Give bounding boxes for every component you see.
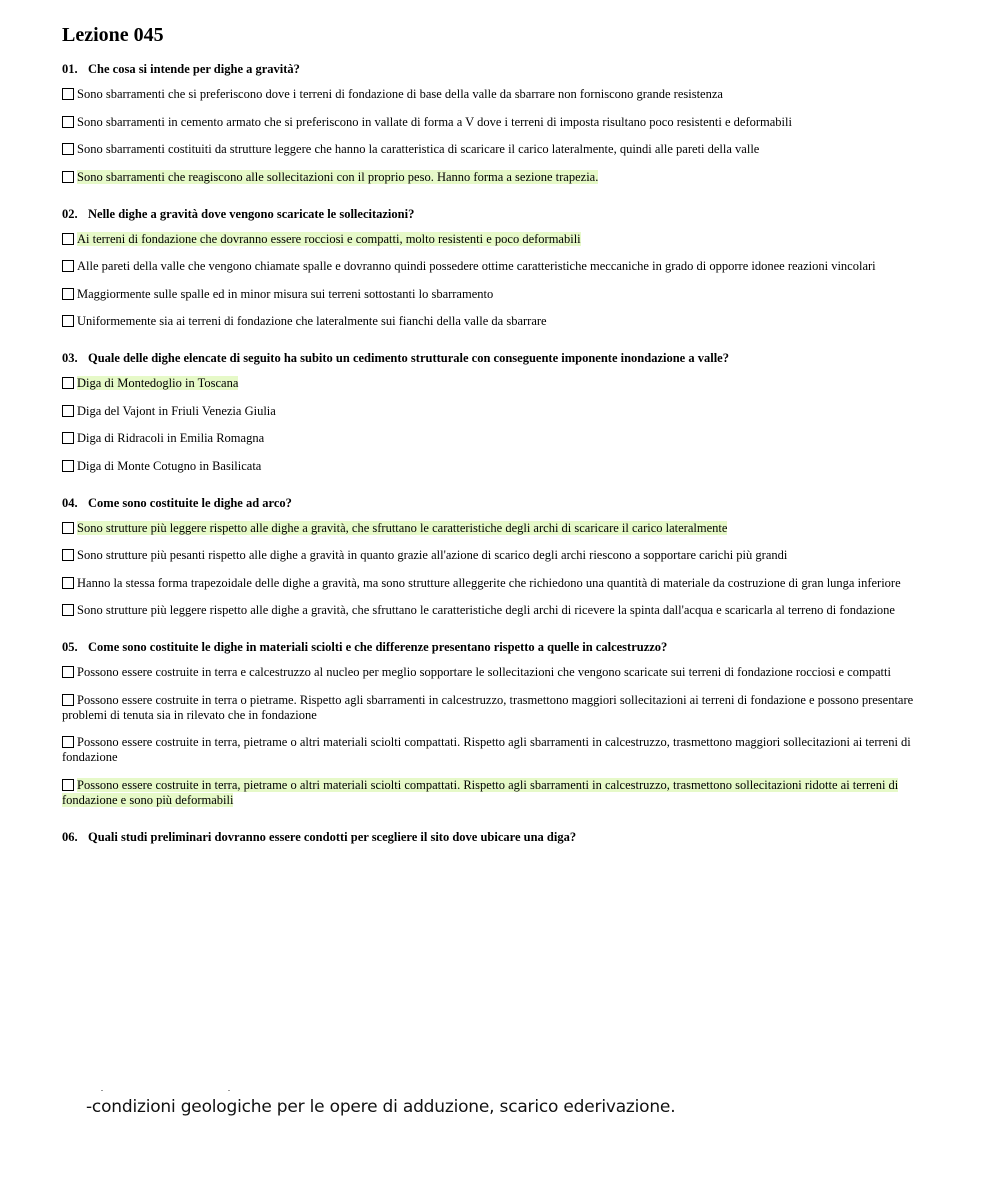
question-number: 01. <box>62 62 78 76</box>
handwritten-answer-note: -condizioni geologiche per le opere di adduzione, scarico ederivazione. <box>86 1097 676 1117</box>
question-number: 02. <box>62 206 78 221</box>
answer-option <box>62 376 940 391</box>
answer-checkbox[interactable] <box>62 432 74 444</box>
answer-checkbox[interactable] <box>62 288 74 300</box>
answer-option <box>62 431 940 446</box>
answer-checkbox[interactable] <box>62 143 74 155</box>
answer-option <box>62 778 940 808</box>
answer-checkbox[interactable] <box>62 116 74 128</box>
question-05 <box>62 640 940 808</box>
answer-checkbox[interactable] <box>62 522 74 534</box>
document-page <box>62 22 940 867</box>
answer-option <box>62 170 940 185</box>
question-text: Quali studi preliminari dovranno essere condotti per scegliere il sito dove ubicare una diga? <box>88 829 577 844</box>
answer-checkbox[interactable] <box>62 779 74 791</box>
question-04 <box>62 496 940 619</box>
question-text: Nelle dighe a gravità dove vengono scaricate le sollecitazioni? <box>88 206 415 221</box>
answer-checkbox[interactable] <box>62 405 74 417</box>
answer-option <box>62 459 940 474</box>
answer-option <box>62 314 940 329</box>
answer-text: Maggiormente sulle spalle ed in minor misura sui terreni sottostanti lo sbarramento <box>77 286 494 301</box>
answer-text-highlighted: Sono sbarramenti che reagiscono alle sollecitazioni con il proprio peso. Hanno forma a sezione trapezia. <box>77 169 599 184</box>
answer-text: Possono essere costruite in terra, pietrame o altri materiali sciolti compattati. Rispetto agli sbarramenti in calcestruzzo, trasmettono maggiori sollecitazioni ai terreni di fondazione <box>62 735 911 764</box>
answer-checkbox[interactable] <box>62 171 74 183</box>
question-title <box>62 351 940 366</box>
answer-option <box>62 576 940 591</box>
answer-text-highlighted: Possono essere costruite in terra, pietrame o altri materiali sciolti compattati. Rispetto agli sbarramenti in calcestruzzo, trasmettono sollecitazioni ridotte ai terreni di fondazione e sono più deformabili <box>62 777 899 807</box>
answer-option <box>62 259 940 274</box>
answer-text-highlighted: Ai terreni di fondazione che dovranno essere rocciosi e compatti, molto resistenti e poco deformabili <box>77 231 581 246</box>
answer-option <box>62 232 940 247</box>
question-text: Quale delle dighe elencate di seguito ha subito un cedimento strutturale con conseguente imponente inondazione a valle? <box>88 351 729 365</box>
answer-option <box>62 115 940 130</box>
answer-text-highlighted: Sono strutture più leggere rispetto alle dighe a gravità, che sfruttano le caratteristiche degli archi di scaricare il carico lateralmente <box>77 520 728 535</box>
question-title <box>62 496 940 511</box>
answer-option <box>62 603 940 618</box>
scan-speck <box>101 1090 103 1091</box>
question-02 <box>62 207 940 330</box>
question-text: Come sono costituite le dighe in materiali sciolti e che differenze presentano rispetto a quelle in calcestruzzo? <box>88 640 668 654</box>
scan-speck <box>228 1090 230 1091</box>
question-text: Come sono costituite le dighe ad arco? <box>88 495 292 510</box>
answer-option <box>62 87 940 102</box>
answer-checkbox[interactable] <box>62 88 74 100</box>
answer-text: Possono essere costruite in terra e calcestruzzo al nucleo per meglio sopportare le sollecitazioni che vengono scaricate sui terreni di fondazione rocciosi e compatti <box>77 665 891 679</box>
question-title <box>62 62 940 77</box>
question-number: 04. <box>62 495 78 510</box>
question-number: 05. <box>62 640 78 654</box>
answer-option <box>62 693 940 723</box>
answer-checkbox[interactable] <box>62 233 74 245</box>
answer-text: Diga di Monte Cotugno in Basilicata <box>77 458 262 473</box>
answer-checkbox[interactable] <box>62 315 74 327</box>
answer-text: Possono essere costruite in terra o pietrame. Rispetto agli sbarramenti in calcestruzzo, trasmettono maggiori sollecitazioni ai terreni di fondazione e possono presentare problemi di tenuta sia in rilevato che in fondazione <box>62 692 914 722</box>
answer-checkbox[interactable] <box>62 604 74 616</box>
answer-text: Diga di Ridracoli in Emilia Romagna <box>77 431 265 445</box>
answer-text: Diga del Vajont in Friuli Venezia Giulia <box>77 403 276 418</box>
answer-option <box>62 548 940 563</box>
answer-option <box>62 404 940 419</box>
answer-checkbox[interactable] <box>62 460 74 472</box>
answer-checkbox[interactable] <box>62 736 74 748</box>
answer-option <box>62 665 940 680</box>
answer-checkbox[interactable] <box>62 260 74 272</box>
answer-text: Sono strutture più leggere rispetto alle dighe a gravità, che sfruttano le caratteristiche degli archi di ricevere la spinta dall'acqua e scaricarla al terreno di fondazione <box>77 603 895 617</box>
answer-checkbox[interactable] <box>62 549 74 561</box>
answer-checkbox[interactable] <box>62 577 74 589</box>
answer-text: Hanno la stessa forma trapezoidale delle dighe a gravità, ma sono strutture alleggerite che richiedono una quantità di materiale da costruzione di gran lunga inferiore <box>77 575 901 590</box>
answer-text: Sono sbarramenti che si preferiscono dove i terreni di fondazione di base della valle da sbarrare non forniscono grande resistenza <box>77 87 723 101</box>
answer-option <box>62 735 940 765</box>
answer-checkbox[interactable] <box>62 666 74 678</box>
answer-text: Alle pareti della valle che vengono chiamate spalle e dovranno quindi possedere ottime caratteristiche meccaniche in grado di opporre idonee reazioni vincolari <box>77 259 876 273</box>
answer-text: Uniformemente sia ai terreni di fondazione che lateralmente sui fianchi della valle da sbarrare <box>77 314 547 328</box>
question-number: 06. <box>62 829 78 844</box>
answer-text: Sono strutture più pesanti rispetto alle dighe a gravità in quanto grazie all'azione di scarico degli archi riescono a sopportare carichi più grandi <box>77 548 788 562</box>
answer-text-highlighted: Diga di Montedoglio in Toscana <box>77 376 239 390</box>
answer-option <box>62 142 940 157</box>
question-01 <box>62 62 940 185</box>
lesson-title: Lezione 045 <box>62 24 164 46</box>
answer-text: Sono sbarramenti in cemento armato che si preferiscono in vallate di forma a V dove i terreni di imposta risultano poco resistenti e deformabili <box>77 114 792 129</box>
question-title <box>62 830 940 845</box>
answer-option <box>62 521 940 536</box>
question-text: Che cosa si intende per dighe a gravità? <box>88 62 300 76</box>
question-06 <box>62 830 940 845</box>
question-title <box>62 640 940 655</box>
question-title <box>62 207 940 222</box>
answer-checkbox[interactable] <box>62 377 74 389</box>
question-number: 03. <box>62 351 78 365</box>
answer-text: Sono sbarramenti costituiti da strutture leggere che hanno la caratteristica di scaricare il carico lateralmente, quindi alle pareti della valle <box>77 142 760 156</box>
question-03 <box>62 351 940 474</box>
answer-checkbox[interactable] <box>62 694 74 706</box>
answer-option <box>62 287 940 302</box>
